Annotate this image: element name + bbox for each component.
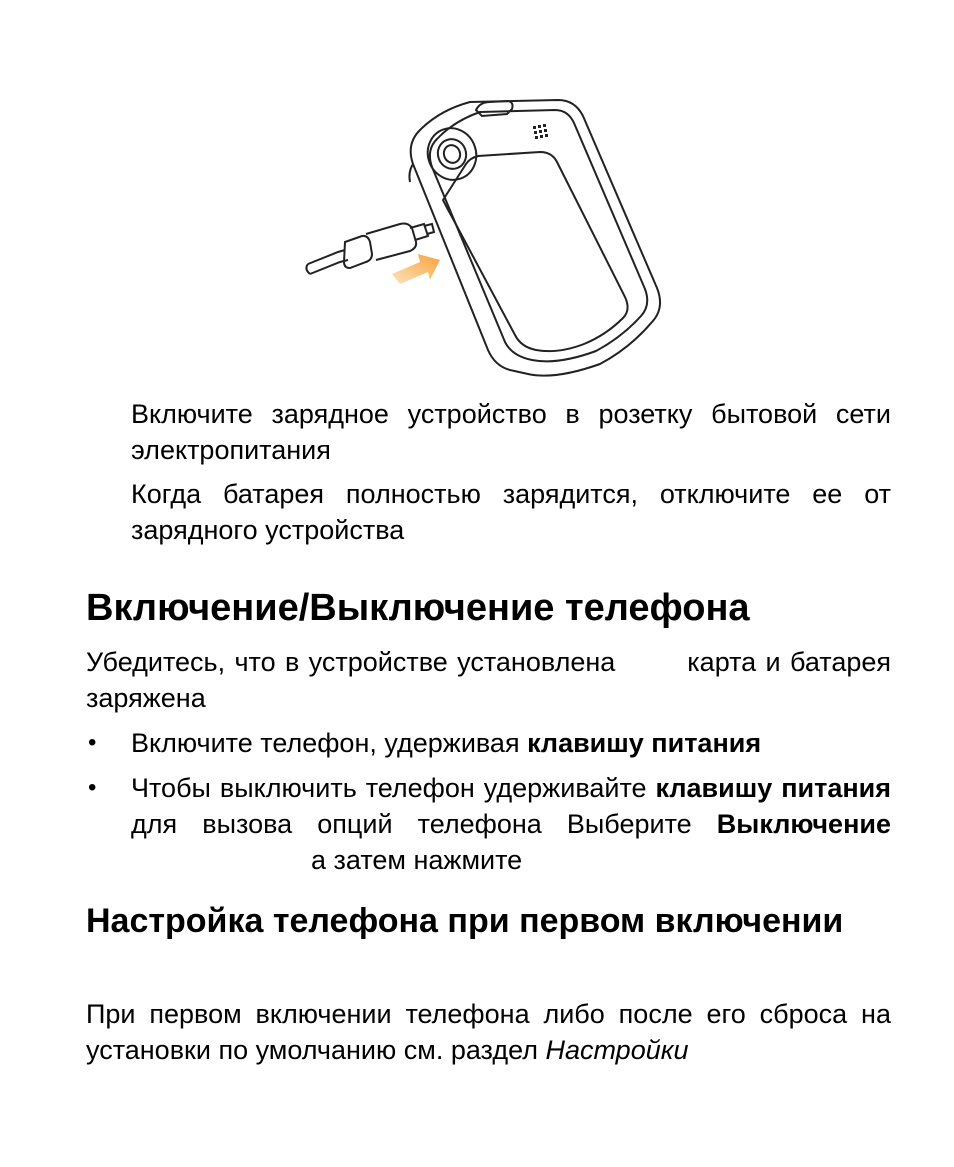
setup-section-heading: Настройка телефона при первом включении [86,902,844,940]
power-on-text [131,725,891,761]
charging-step-1-text: Включите зарядное устройство в розетку бытовой сети электропитания [131,399,891,465]
power-intro-part2: карта и батарея заряжена [86,647,891,713]
power-key-label: клавишу питания [527,728,762,758]
power-section-heading: Включение/Выключение телефона [86,587,750,629]
phone-body [409,100,660,376]
charging-step-2-text: Когда батарея полностью зарядится, отключите ее от зарядного устройства [131,479,891,545]
power-off-text [131,770,891,878]
charging-step-1 [131,396,891,468]
charging-step-2 [131,476,891,548]
insert-arrow [392,254,440,284]
power-key-label-2: клавишу питания [655,773,891,803]
power-off-instruction: Чтобы выключить телефон удерживайте [131,773,656,803]
power-intro [86,644,891,716]
settings-reference: Настройки [545,1035,689,1065]
setup-text [86,996,891,1068]
bullet-icon: • [88,774,97,801]
power-on-instruction: Включите телефон, удерживая [131,728,528,758]
power-intro-part1: Убедитесь, что в устройстве установлена [86,647,616,677]
phone-charging-illustration [300,92,665,382]
speaker-grille [533,124,548,139]
shutdown-option-label: Выключение [716,809,891,839]
bullet-icon: • [88,729,97,756]
setup-text-body: При первом включении телефона либо после его сброса на установки по умолчанию см. раздел [86,999,891,1065]
then-press-text: а затем нажмите [311,845,523,875]
power-off-options-text: для вызова опций телефона Выберите [131,809,717,839]
